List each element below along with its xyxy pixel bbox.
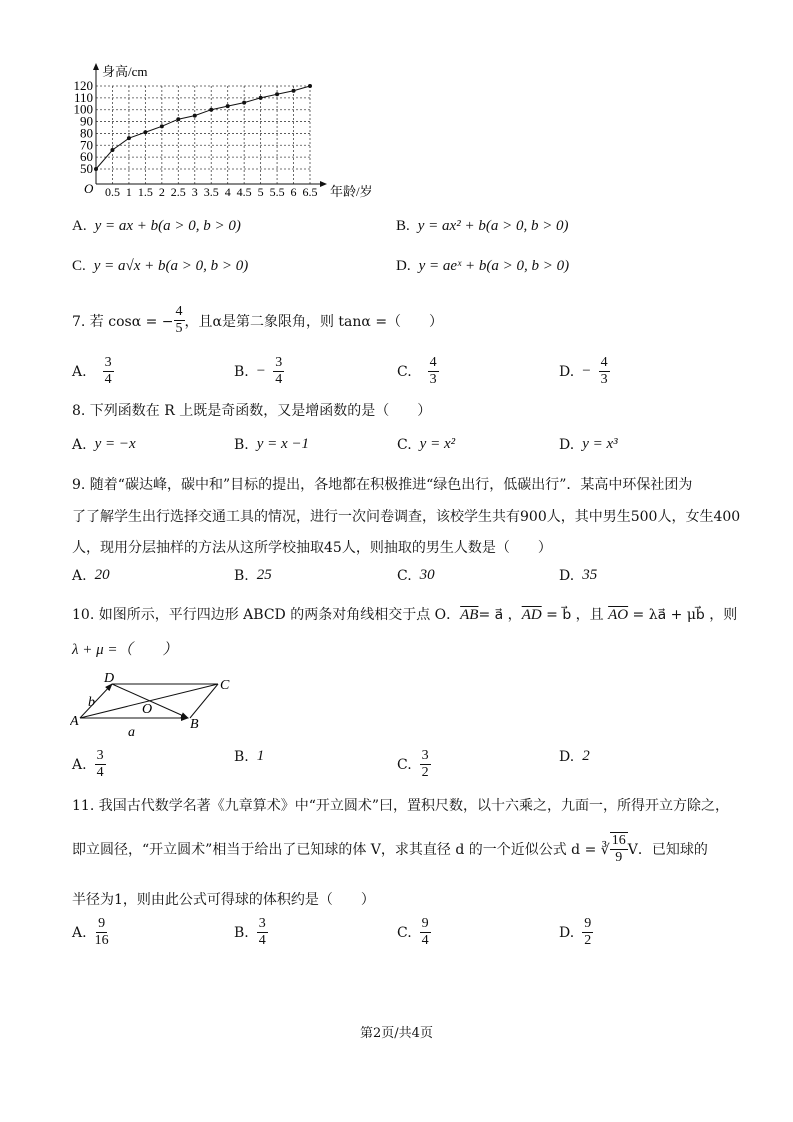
q11-option-d [559, 916, 593, 949]
q8-option-c [397, 436, 455, 453]
q11-stem-b: V．已知球的 [627, 842, 708, 858]
vector-ab: $\overline{AB}$ [460, 607, 479, 623]
x-tick-label: 1.5 [137, 185, 153, 199]
option-text: y = x³ [582, 436, 618, 452]
q7-fraction [174, 304, 185, 337]
option-text: 25 [256, 567, 272, 583]
denominator: 16 [94, 933, 109, 948]
numerator: 9 [98, 916, 106, 931]
data-point [94, 167, 98, 171]
q9-option-b [234, 567, 272, 584]
option-letter: B. [396, 218, 410, 234]
q7-option-b [234, 355, 284, 388]
denominator: 4 [104, 372, 112, 387]
numerator: 16 [611, 833, 626, 848]
q7-option-a [72, 355, 114, 388]
option-letter: D. [559, 748, 575, 765]
label-o: O [142, 702, 153, 717]
denominator: 3 [600, 372, 608, 387]
x-tick-label: 0.5 [104, 185, 120, 199]
x-tick-label: 4.5 [236, 185, 252, 199]
data-point [226, 104, 230, 108]
denominator: 9 [615, 850, 623, 865]
q8-option-a [72, 436, 136, 453]
option-letter: A. [72, 436, 87, 453]
label-d: D [104, 671, 115, 686]
vector-ao: $\overline{AO}$ [608, 607, 629, 623]
x-tick-label: 5.5 [269, 185, 285, 199]
q7-option-c [397, 355, 439, 388]
y-tick-label: 60 [80, 149, 93, 165]
option-letter: D. [559, 924, 575, 941]
label-vec-b: b [88, 695, 95, 710]
denominator: 4 [275, 372, 283, 387]
vector-ad: $\overline{AD}$ [521, 607, 542, 623]
x-tick-label: 1 [125, 185, 132, 199]
q7-stem-a: 7. 若 cosα = − [72, 313, 174, 330]
option-fraction [420, 748, 431, 781]
numerator: 4 [429, 355, 437, 370]
x-tick-label: 4 [224, 185, 231, 199]
numerator: 3 [96, 748, 104, 763]
option-letter: A. [72, 218, 87, 234]
q8-option-b [234, 436, 309, 453]
data-point [127, 136, 131, 140]
data-point [193, 114, 197, 118]
q10-stem-a: 10. 如图所示，平行四边形 ABCD 的两条对角线相交于点 O． [72, 607, 461, 623]
numerator: 3 [104, 355, 112, 370]
denominator: 4 [421, 933, 429, 948]
x-tick-label: 6 [290, 185, 297, 199]
option-fraction [420, 916, 431, 949]
option-letter: D. [396, 258, 411, 274]
option-text: y = x² [419, 436, 456, 452]
q7-option-d [559, 355, 610, 388]
data-point [308, 84, 312, 88]
q11-line-3: 半径为1，则由此公式可得球的体积约是（ ） [72, 892, 375, 908]
data-point [259, 96, 263, 100]
q10-option-c [397, 748, 431, 781]
option-fraction [257, 916, 268, 949]
y-tick-label: 50 [80, 161, 93, 176]
q6-option-a [72, 218, 241, 235]
option-letter: C. [397, 756, 412, 773]
q11-stem-a: 即立圆径，“开立圆术”相当于给出了已知球的体 V，求其直径 d 的一个近似公式 d = ∛ [72, 842, 610, 858]
option-text: 1 [256, 748, 265, 764]
label-a: A [70, 714, 79, 729]
q10-eq-c: = λa⃗ + μb⃗ ，则 [628, 607, 738, 623]
x-tick-label: 2 [158, 185, 165, 199]
option-fraction [95, 916, 109, 949]
data-point [292, 89, 296, 93]
option-letter: B. [234, 436, 249, 453]
data-point [275, 92, 279, 96]
height-age-chart [60, 60, 420, 200]
q6-option-c [72, 258, 248, 275]
option-letter: C. [397, 436, 412, 453]
option-letter: D. [559, 363, 575, 380]
label-c: C [220, 678, 230, 693]
option-text: y = ax² + b(a > 0, b > 0) [417, 218, 569, 234]
option-letter: B. [234, 363, 249, 380]
option-letter: A. [72, 567, 87, 584]
q11-fraction [610, 832, 628, 866]
y-tick-label: 120 [73, 78, 93, 93]
data-point [209, 108, 213, 112]
option-fraction [428, 355, 439, 388]
option-text: y = a√x + b(a > 0, b > 0) [93, 258, 249, 274]
numerator: 9 [584, 916, 592, 931]
option-text: y = aeˣ + b(a > 0, b > 0) [418, 258, 570, 274]
data-point [110, 148, 114, 152]
q9-line-2: 了了解学生出行选择交通工具的情况，进行一次问卷调查，该校学生共有900人，其中男生500人，女生400 [72, 509, 741, 525]
option-letter: D. [559, 567, 575, 584]
y-tick-label: 100 [73, 101, 93, 117]
option-text: y = x −1 [256, 436, 310, 452]
q6-option-d [396, 258, 569, 275]
q10-line-2: λ + μ =（ ） [72, 642, 178, 658]
option-letter: D. [559, 436, 575, 453]
data-point [242, 101, 246, 105]
denominator: 3 [429, 372, 437, 387]
option-text: y = ax + b(a > 0, b > 0) [94, 218, 241, 234]
y-tick-label: 110 [73, 89, 93, 105]
data-point [160, 124, 164, 128]
option-text: y = −x [94, 436, 136, 452]
q9-line-1: 9. 随着“碳达峰，碳中和”目标的提出，各地都在积极推进“绿色出行，低碳出行”．某高中环保社团为 [72, 477, 693, 493]
denominator: 2 [421, 765, 429, 780]
origin-label: O [84, 181, 94, 196]
numerator: 3 [275, 355, 283, 370]
x-tick-label: 3 [191, 185, 198, 199]
y-tick-label: 70 [80, 137, 93, 153]
option-sign: − [582, 363, 591, 379]
option-text: 30 [419, 567, 435, 583]
option-letter: B. [234, 567, 249, 584]
y-tick-label: 90 [80, 113, 93, 129]
data-point [176, 117, 180, 121]
option-letter: C. [72, 258, 86, 274]
q10-option-a [72, 748, 106, 781]
q11-option-a [72, 916, 109, 949]
option-letter: A. [72, 363, 87, 380]
q8-option-d [559, 436, 618, 453]
option-sign: − [256, 363, 266, 379]
y-axis-label: 身高/cm [102, 64, 148, 79]
q9-option-a [72, 567, 110, 584]
numerator: 3 [258, 916, 266, 931]
q10-eq-a: = a⃗ ， [478, 607, 522, 623]
denominator: 4 [96, 765, 104, 780]
option-letter: C. [397, 567, 412, 584]
option-text: 2 [582, 748, 590, 764]
option-letter: B. [234, 924, 249, 941]
option-letter: C. [397, 924, 412, 941]
q10-eq-b: = b⃗ ，且 [541, 607, 609, 623]
y-arrow [93, 63, 99, 70]
q7-stem [72, 304, 443, 337]
numerator: 9 [421, 916, 429, 931]
option-letter: A. [72, 756, 87, 773]
q9-option-d [559, 567, 597, 584]
x-tick-label: 2.5 [170, 185, 186, 199]
data-line [96, 86, 310, 169]
option-fraction [599, 355, 610, 388]
vector-b-line [80, 684, 112, 718]
numerator: 4 [175, 304, 183, 319]
option-letter: C. [397, 363, 412, 380]
q11-option-c [397, 916, 431, 949]
option-text: 20 [94, 567, 110, 583]
option-fraction [582, 916, 593, 949]
option-letter: A. [72, 924, 87, 941]
x-axis-label: 年龄/岁 [330, 184, 373, 199]
x-arrow [320, 181, 327, 187]
data-point [143, 130, 147, 134]
q11-option-b [234, 916, 268, 949]
numerator: 4 [600, 355, 608, 370]
denominator: 5 [175, 321, 183, 336]
option-fraction [95, 748, 106, 781]
numerator: 3 [421, 748, 429, 763]
q8-stem: 8. 下列函数在 R 上既是奇函数，又是增函数的是（ ） [72, 403, 432, 419]
q6-option-b [396, 218, 569, 235]
q11-line-1: 11. 我国古代数学名著《九章算术》中“开立圆术”曰，置积尺数，以十六乘之，九面一，所得开立方除之， [72, 798, 730, 814]
option-letter: B. [234, 748, 249, 765]
q9-option-c [397, 567, 435, 584]
denominator: 2 [584, 933, 592, 948]
label-b: B [190, 717, 199, 732]
x-tick-label: 5 [257, 185, 264, 199]
x-tick-label: 6.5 [302, 185, 318, 199]
label-vec-a: a [128, 725, 135, 740]
y-tick-label: 80 [80, 125, 93, 141]
q10-option-d [559, 748, 590, 765]
option-fraction [103, 355, 114, 388]
option-text: 35 [582, 567, 598, 583]
denominator: 4 [258, 933, 266, 948]
q10-line-1 [72, 604, 737, 624]
option-fraction [273, 355, 284, 388]
q10-option-b [234, 748, 264, 765]
x-tick-label: 3.5 [203, 185, 219, 199]
parallelogram-figure [70, 670, 240, 740]
page-footer: 第2页/共4页 [360, 1026, 433, 1041]
q9-line-3: 人，现用分层抽样的方法从这所学校抽取45人，则抽取的男生人数是（ ） [72, 540, 552, 556]
q7-stem-b: ，且α是第二象限角，则 tanα =（ ） [184, 313, 444, 330]
q11-line-2 [72, 832, 708, 866]
